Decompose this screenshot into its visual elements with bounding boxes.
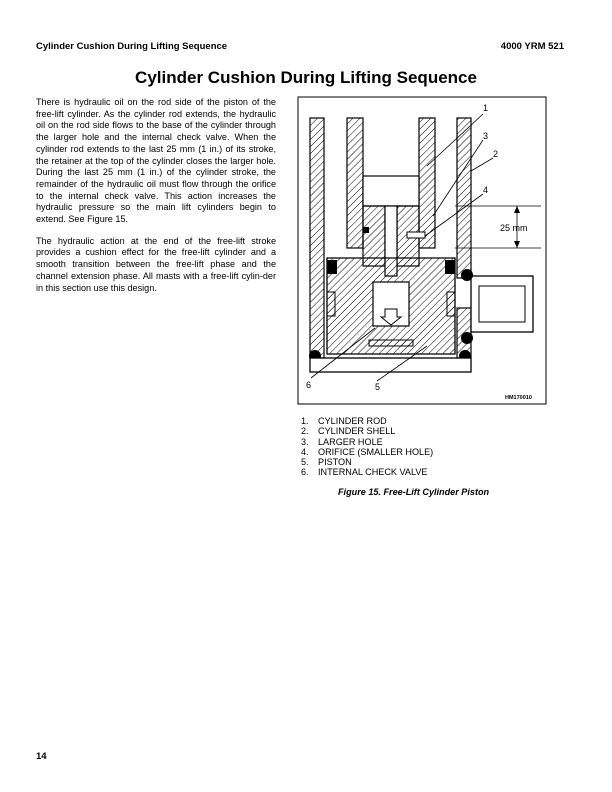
cylinder-rod: [363, 176, 419, 206]
side-port-fitting: [461, 269, 533, 344]
cylinder-illustration: [297, 96, 547, 406]
legend-item: 4. ORIFICE (SMALLER HOLE): [301, 446, 434, 457]
legend-item: 1. CYLINDER ROD: [301, 416, 387, 426]
legend-item: 3. LARGER HOLE: [301, 436, 383, 447]
legend-item: 2. CYLINDER SHELL: [301, 426, 396, 437]
orifice: [407, 232, 425, 238]
figure-code: HM170010: [505, 395, 532, 401]
paragraph-1: There is hydraulic oil on the rod side of the piston of the free-lift cylinder. As the cylinder rod extends, the hydraulic oil on the rod side flows to the base of the cylinder through the larger hole and the internal check valve. When the cylinder rod extends to the last 25 mm (1 in.) of its stroke, the retainer at the top of the cylinder closes the larger hole. During the last 25 mm (1 in.) of the cylinder stroke, the remainder of the hydraulic oil must flow through the orifice to the internal check valve. This action increases the hydraulic pressure so the main lift cylinders begin to extend. See Figure 15.: [36, 97, 276, 225]
page-title: Cylinder Cushion During Lifting Sequence: [135, 68, 477, 87]
page-number: 14: [36, 751, 47, 762]
legend-item: 6. INTERNAL CHECK VALVE: [301, 467, 428, 478]
callout-3: 3: [483, 131, 489, 141]
figure-legend: [301, 416, 433, 478]
callout-2: 2: [493, 149, 499, 159]
callout-4: 4: [483, 185, 489, 195]
larger-hole: [363, 227, 369, 233]
free-lift-cylinder-diagram: [297, 96, 547, 406]
callout-1: 1: [483, 103, 489, 113]
body-text: [36, 97, 276, 304]
internal-check-valve-seat: [369, 340, 413, 346]
running-header-doc-code: 4000 YRM 521: [500, 41, 564, 52]
figure-caption: Figure 15. Free-Lift Cylinder Piston: [338, 487, 490, 497]
running-header-title: Cylinder Cushion During Lifting Sequence: [36, 41, 228, 52]
callout-5: 5: [375, 382, 381, 392]
legend-item: 5. PISTON: [301, 457, 352, 468]
dimension-label: 25 mm: [500, 223, 528, 233]
paragraph-2: The hydraulic action at the end of the free-lift stroke provides a cushion effect for the free-lift cylinder and a smooth transition between the free-lift phase and the channel extension phase. All masts with a free-lift cylin-der in this section use this design.: [36, 235, 276, 293]
callout-6: 6: [306, 380, 312, 390]
